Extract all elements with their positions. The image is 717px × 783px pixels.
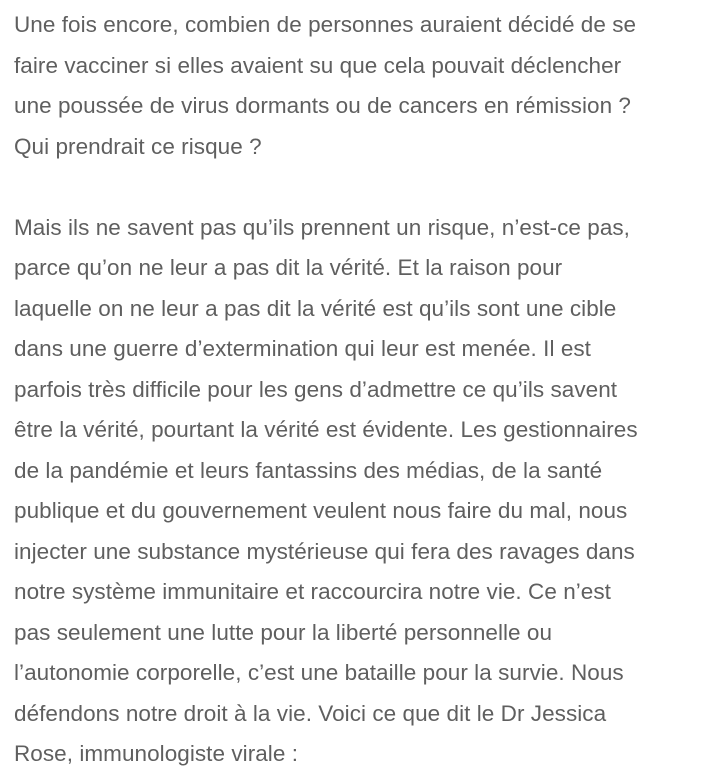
paragraph-1 [14, 5, 704, 167]
paragraph-line: être la vérité, pourtant la vérité est évidente. Les gestionnaires [14, 417, 638, 442]
paragraph-line: Rose, immunologiste virale : [14, 741, 299, 766]
paragraph-line: parfois très difficile pour les gens d’admettre ce qu’ils savent [14, 376, 618, 402]
paragraph-line: laquelle on ne leur a pas dit la vérité est qu’ils sont une cible [14, 295, 617, 321]
paragraph-line: parce qu’on ne leur a pas dit la vérité. Et la raison pour [14, 255, 563, 280]
paragraph-line: l’autonomie corporelle, c’est une bataille pour la survie. Nous [14, 660, 624, 685]
paragraph-spacer [14, 167, 704, 208]
paragraph-line: publique et du gouvernement veulent nous faire du mal, nous [14, 498, 628, 523]
paragraph-line: injecter une substance mystérieuse qui fera des ravages dans [14, 538, 635, 564]
article-body [14, 5, 704, 775]
paragraph-line: Mais ils ne savent pas qu’ils prennent un risque, n’est-ce pas, [14, 214, 630, 240]
paragraph-line: Qui prendrait ce risque ? [14, 133, 262, 159]
paragraph-line: notre système immunitaire et raccourcira notre vie. Ce n’est [14, 579, 611, 604]
paragraph-line: défendons notre droit à la vie. Voici ce que dit le Dr Jessica [14, 700, 607, 726]
paragraph-2 [14, 208, 704, 775]
paragraph-line: faire vacciner si elles avaient su que cela pouvait déclencher [14, 52, 622, 78]
paragraph-line: pas seulement une lutte pour la liberté personnelle ou [14, 619, 553, 645]
paragraph-line: dans une guerre d’extermination qui leur est menée. Il est [14, 336, 591, 361]
paragraph-line: une poussée de virus dormants ou de cancers en rémission ? [14, 93, 631, 118]
paragraph-line: de la pandémie et leurs fantassins des médias, de la santé [14, 457, 603, 483]
paragraph-line: Une fois encore, combien de personnes auraient décidé de se [14, 12, 637, 37]
